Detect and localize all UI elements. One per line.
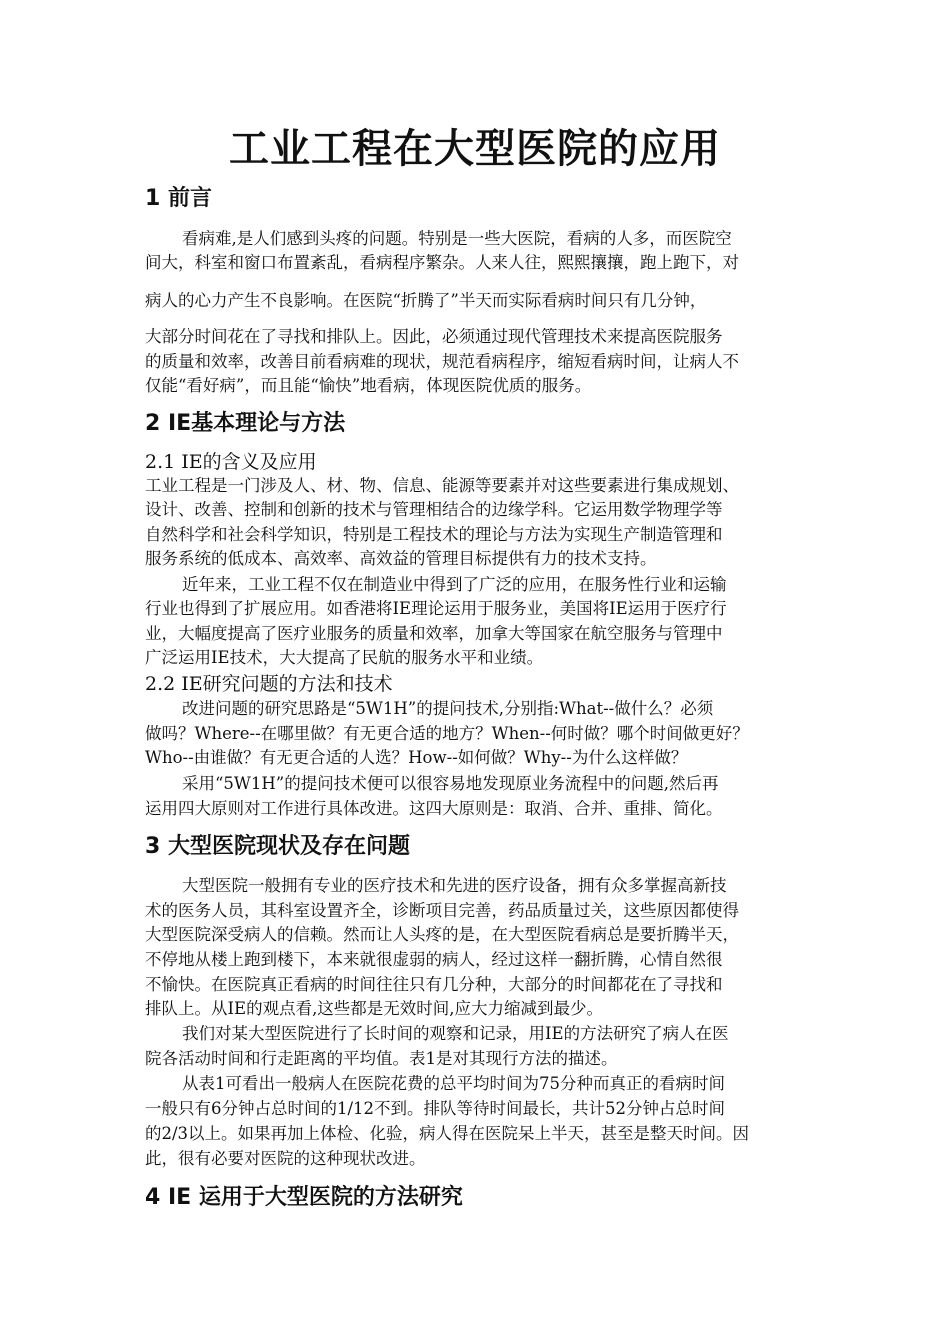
paragraph-line: 术的医务人员，其科室设置齐全，诊断项目完善，药品质量过关，这些原因都使得 — [145, 901, 739, 920]
paragraph-line: 间大，科室和窗口布置紊乱，看病程序繁杂。人来人往，熙熙攘攘，跑上跑下，对 — [145, 253, 739, 272]
paragraph-line: 的质量和效率，改善目前看病难的现状，规范看病程序，缩短看病时间，让病人不 — [145, 352, 739, 371]
paragraph-line: 业，大幅度提高了医疗业服务的质量和效率，加拿大等国家在航空服务与管理中 — [145, 624, 723, 643]
paragraph-line: 病人的心力产生不良影响。在医院“折腾了”半天而实际看病时间只有几分钟， — [145, 291, 707, 310]
paragraph-line: Who--由谁做？有无更合适的人选？How--如何做？Why--为什么这样做？ — [145, 748, 688, 767]
paragraph-line: 我们对某大型医院进行了长时间的观察和记录，用IE的方法研究了病人在医 — [182, 1024, 729, 1043]
paragraph-line: 大部分时间花在了寻找和排队上。因此，必须通过现代管理技术来提高医院服务 — [145, 327, 723, 346]
paragraph-line: 院各活动时间和行走距离的平均值。表1是对其现行方法的描述。 — [145, 1049, 618, 1068]
paragraph-line: 的2/3以上。如果再加上体检、化验，病人得在医院呆上半天，甚至是整天时间。因 — [145, 1124, 750, 1143]
subsection-2-1-heading: 2.1 IE的含义及应用 — [145, 451, 317, 473]
paragraph-line: 广泛运用IE技术，大大提高了民航的服务水平和业绩。 — [145, 648, 544, 667]
paragraph-line: 排队上。从IE的观点看,这些都是无效时间,应大力缩减到最少。 — [145, 999, 604, 1018]
document-title: 工业工程在大型医院的应用 — [229, 126, 721, 172]
paragraph-line: 运用四大原则对工作进行具体改进。这四大原则是：取消、合并、重排、简化。 — [145, 799, 723, 818]
subsection-2-2-heading: 2.2 IE研究问题的方法和技术 — [145, 673, 393, 695]
paragraph-line: 行业也得到了扩展应用。如香港将IE理论运用于服务业，美国将IE运用于医疗行 — [145, 599, 727, 618]
paragraph-line: 近年来，工业工程不仅在制造业中得到了广泛的应用，在服务性行业和运输 — [182, 575, 727, 594]
paragraph-line: 工业工程是一门涉及人、材、物、信息、能源等要素并对这些要素进行集成规划、 — [145, 476, 739, 495]
paragraph-line: 做吗？Where--在哪里做？有无更合适的地方？When--何时做？哪个时间做更好？ — [145, 724, 749, 743]
section-2-heading: 2 IE基本理论与方法 — [145, 411, 346, 436]
paragraph-line: 大型医院一般拥有专业的医疗技术和先进的医疗设备，拥有众多掌握高新技 — [182, 876, 727, 895]
paragraph-line: 不愉快。在医院真正看病的时间往往只有几分种，大部分的时间都花在了寻找和 — [145, 975, 723, 994]
paragraph-line: 服务系统的低成本、高效率、高效益的管理目标提供有力的技术支持。 — [145, 549, 657, 568]
paragraph-line: 看病难,是人们感到头疼的问题。特别是一些大医院，看病的人多，而医院空 — [182, 229, 732, 248]
paragraph-line: 自然科学和社会科学知识，特别是工程技术的理论与方法为实现生产制造管理和 — [145, 525, 723, 544]
paragraph-line: 改进问题的研究思路是“5W1H”的提问技术,分别指:What--做什么？必须 — [182, 699, 714, 718]
paragraph-line: 大型医院深受病人的信赖。然而让人头疼的是，在大型医院看病总是要折腾半天， — [145, 925, 739, 944]
section-4-heading: 4 IE 运用于大型医院的方法研究 — [145, 1185, 463, 1210]
paragraph-line: 此，很有必要对医院的这种现状改进。 — [145, 1149, 426, 1168]
paragraph-line: 仅能“看好病”，而且能“愉快”地看病，体现医院优质的服务。 — [145, 376, 592, 395]
section-1-heading: 1 前言 — [145, 186, 212, 211]
paragraph-line: 从表1可看出一般病人在医院花费的总平均时间为75分种而真正的看病时间 — [182, 1074, 725, 1093]
paragraph-line: 一般只有6分钟占总时间的1/12不到。排队等待时间最长，共计52分钟占总时间 — [145, 1099, 726, 1118]
section-3-heading: 3 大型医院现状及存在问题 — [145, 834, 410, 859]
paragraph-line: 采用“5W1H”的提问技术便可以很容易地发现原业务流程中的问题,然后再 — [182, 774, 719, 793]
paragraph-line: 设计、改善、控制和创新的技术与管理相结合的边缘学科。它运用数学物理学等 — [145, 500, 723, 519]
paragraph-line: 不停地从楼上跑到楼下，本来就很虚弱的病人，经过这样一翻折腾，心情自然很 — [145, 950, 723, 969]
